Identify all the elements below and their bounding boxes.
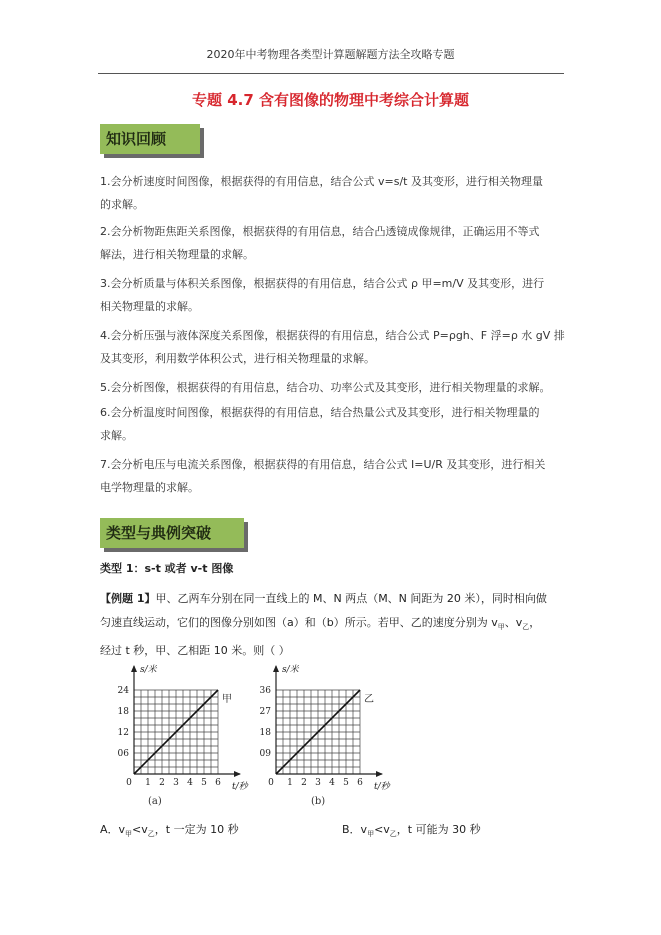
example-1 — [100, 587, 570, 663]
chart-a-y-tick-label: 06 — [117, 749, 129, 759]
running-head: 2020年中考物理各类型计算题解题方法全攻略专题 — [206, 48, 455, 61]
chart-b-x-tick-label: 4 — [329, 778, 335, 788]
chart-b-x-tick-label: 3 — [315, 778, 321, 788]
chart-b-x-label: t/秒 — [374, 782, 390, 792]
chart-a — [108, 658, 256, 794]
chart-b-caption: (b) — [311, 796, 326, 807]
chart-a-x-axis-arrow — [234, 771, 241, 777]
review-item-6: 6.会分析温度时间图像，根据获得的有用信息，结合热量公式及其变形，进行相关物理量的 求解。 — [100, 406, 540, 442]
review-item-3: 3.会分析质量与体积关系图像，根据获得的有用信息，结合公式 ρ 甲=m/V 及其变形，进行 相关物理量的求解。 — [100, 277, 545, 313]
chart-b-y-axis-arrow — [273, 665, 279, 672]
review-item-2: 2.会分析物距焦距关系图像，根据获得的有用信息，结合凸透镜成像规律，正确运用不等式 解法，进行相关物理量的求解。 — [100, 225, 540, 261]
chart-a-x-tick-label: 6 — [215, 778, 221, 788]
chart-b-y-tick-label: 18 — [259, 728, 271, 738]
chart-b-y-tick-label: 09 — [259, 749, 271, 759]
chart-b-x-tick-label: 1 — [287, 778, 293, 788]
chart-a-x-tick-label: 3 — [173, 778, 179, 788]
chart-a-x-tick-label: 0 — [126, 778, 132, 788]
chart-a-y-tick-label: 24 — [117, 686, 129, 696]
chart-a-x-label: t/秒 — [232, 782, 248, 792]
example-line-2: 匀速直线运动，它们的图像分别如图（a）和（b）所示。若甲、乙的速度分别为 $v_甲$、$v_乙$， — [100, 616, 541, 632]
review-item-4: 4.会分析压强与液体深度关系图像，根据获得的有用信息，结合公式 P=ρgh、F 浮=ρ 水 gV 排 及其变形，利用数学体积公式，进行相关物理量的求解。 — [100, 329, 565, 365]
page-title: 专题 4.7 含有图像的物理中考综合计算题 — [191, 91, 470, 109]
option-a[interactable]: A．$v_甲<v_乙$，t 一定为 10 秒 — [100, 823, 239, 839]
chart-b-x-tick-label: 6 — [357, 778, 363, 788]
chart-a-caption: (a) — [148, 796, 162, 807]
chart-a-series-label: 甲 — [222, 694, 232, 705]
type-1-subheading: 类型 1：s-t 或者 v-t 图像 — [100, 562, 234, 575]
example-line-1: 【例题 1】甲、乙两车分别在同一直线上的 M、N 两点（M、N 间距为 20 米），同时相向做 — [100, 592, 547, 605]
example-line-3: 经过 t 秒，甲、乙相距 10 米。则（ ） — [100, 644, 290, 658]
chart-a-x-tick-label: 4 — [187, 778, 193, 788]
chart-b-y-tick-label: 36 — [259, 686, 271, 696]
chart-a-y-axis-arrow — [131, 665, 137, 672]
review-item-1: 1.会分析速度时间图像，根据获得的有用信息，结合公式 v=s/t 及其变形，进行相关物理量 的求解。 — [100, 175, 543, 211]
chart-a-y-label: s/米 — [140, 665, 157, 675]
chart-a-x-tick-label: 5 — [201, 778, 207, 788]
chart-a-y-tick-label: 12 — [117, 728, 129, 738]
chart-b-x-axis-arrow — [376, 771, 383, 777]
review-item-7: 7.会分析电压与电流关系图像，根据获得的有用信息，结合公式 I=U/R 及其变形，进行相关 电学物理量的求解。 — [100, 458, 546, 494]
chart-b-x-tick-label: 5 — [343, 778, 349, 788]
chart-b-x-tick-label: 0 — [268, 778, 274, 788]
option-b[interactable]: B．$v_甲<v_乙$，t 可能为 30 秒 — [342, 823, 481, 839]
chart-a-x-tick-label: 1 — [145, 778, 151, 788]
chart-b-series-label: 乙 — [364, 694, 374, 705]
chart-b-y-label: s/米 — [282, 665, 299, 675]
section-heading-types-examples: 类型与典例突破 — [100, 518, 244, 548]
review-item-5: 5.会分析图像，根据获得的有用信息，结合功、功率公式及其变形，进行相关物理量的求解。 — [100, 381, 551, 394]
header-rule — [98, 73, 564, 74]
chart-b — [250, 658, 398, 794]
chart-b-y-tick-label: 27 — [259, 707, 271, 717]
section-heading-knowledge-review: 知识回顾 — [100, 124, 200, 154]
chart-a-y-tick-label: 18 — [117, 707, 129, 717]
chart-a-x-tick-label: 2 — [159, 778, 165, 788]
chart-b-x-tick-label: 2 — [301, 778, 307, 788]
